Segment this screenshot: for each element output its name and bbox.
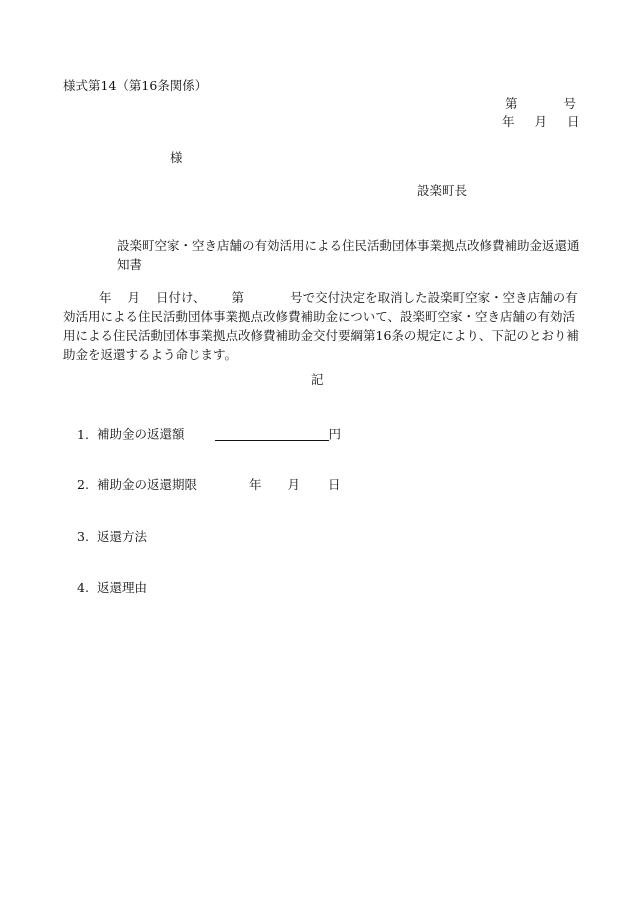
item-number: 1. [77,426,89,442]
item-return-deadline [77,479,341,492]
item-number: 2. [77,477,89,492]
item-label: 返還理由 [97,580,148,595]
date-month: 月 [534,114,548,129]
body-paragraph [63,288,579,364]
date-day: 日 [567,114,580,129]
date-year: 年 [502,114,515,129]
item-return-reason [77,582,147,595]
deadline-year: 年 [249,477,262,492]
deadline-day: 日 [328,477,341,492]
issuer: 設楽町長 [417,183,468,198]
body-no-prefix: 第 [231,290,245,305]
item-number: 3. [77,529,89,544]
item-return-method [77,531,147,544]
body-year: 年 [99,290,112,305]
item-return-amount [77,428,341,441]
body-month: 月 [127,290,141,305]
item-label: 補助金の返還期限 [97,477,198,492]
amount-unit: 円 [328,426,342,442]
document-title: 設楽町空家・空き店舗の有効活用による住民活動団体事業拠点改修費補助金返還通知書 [117,238,580,272]
deadline-month: 月 [287,477,301,492]
amount-blank-line [215,428,329,441]
ki-heading: 記 [311,372,324,387]
body-day: 日付け、 [156,290,206,305]
item-label: 返還方法 [97,529,148,544]
issue-date [502,116,580,129]
document-number [505,98,576,111]
doc-no-prefix: 第 [505,96,518,111]
item-label: 補助金の返還額 [97,426,185,442]
item-number: 4. [77,580,89,595]
form-number: 様式第14（第16条関係） [63,78,208,93]
body-text: 号で交付決定を取消した設楽町空家・空き店舗の有効活用による住民活動団体事業拠点改修費補助金について、設楽町空家・空き店舗の有効活用による住民活動団体事業拠点改修費補助金交付要綱第16条の規定により、下記のとおり補助金を返還するよう命じます。 [63,290,579,362]
doc-no-suffix: 号 [563,96,577,111]
recipient: 様 [170,150,183,165]
